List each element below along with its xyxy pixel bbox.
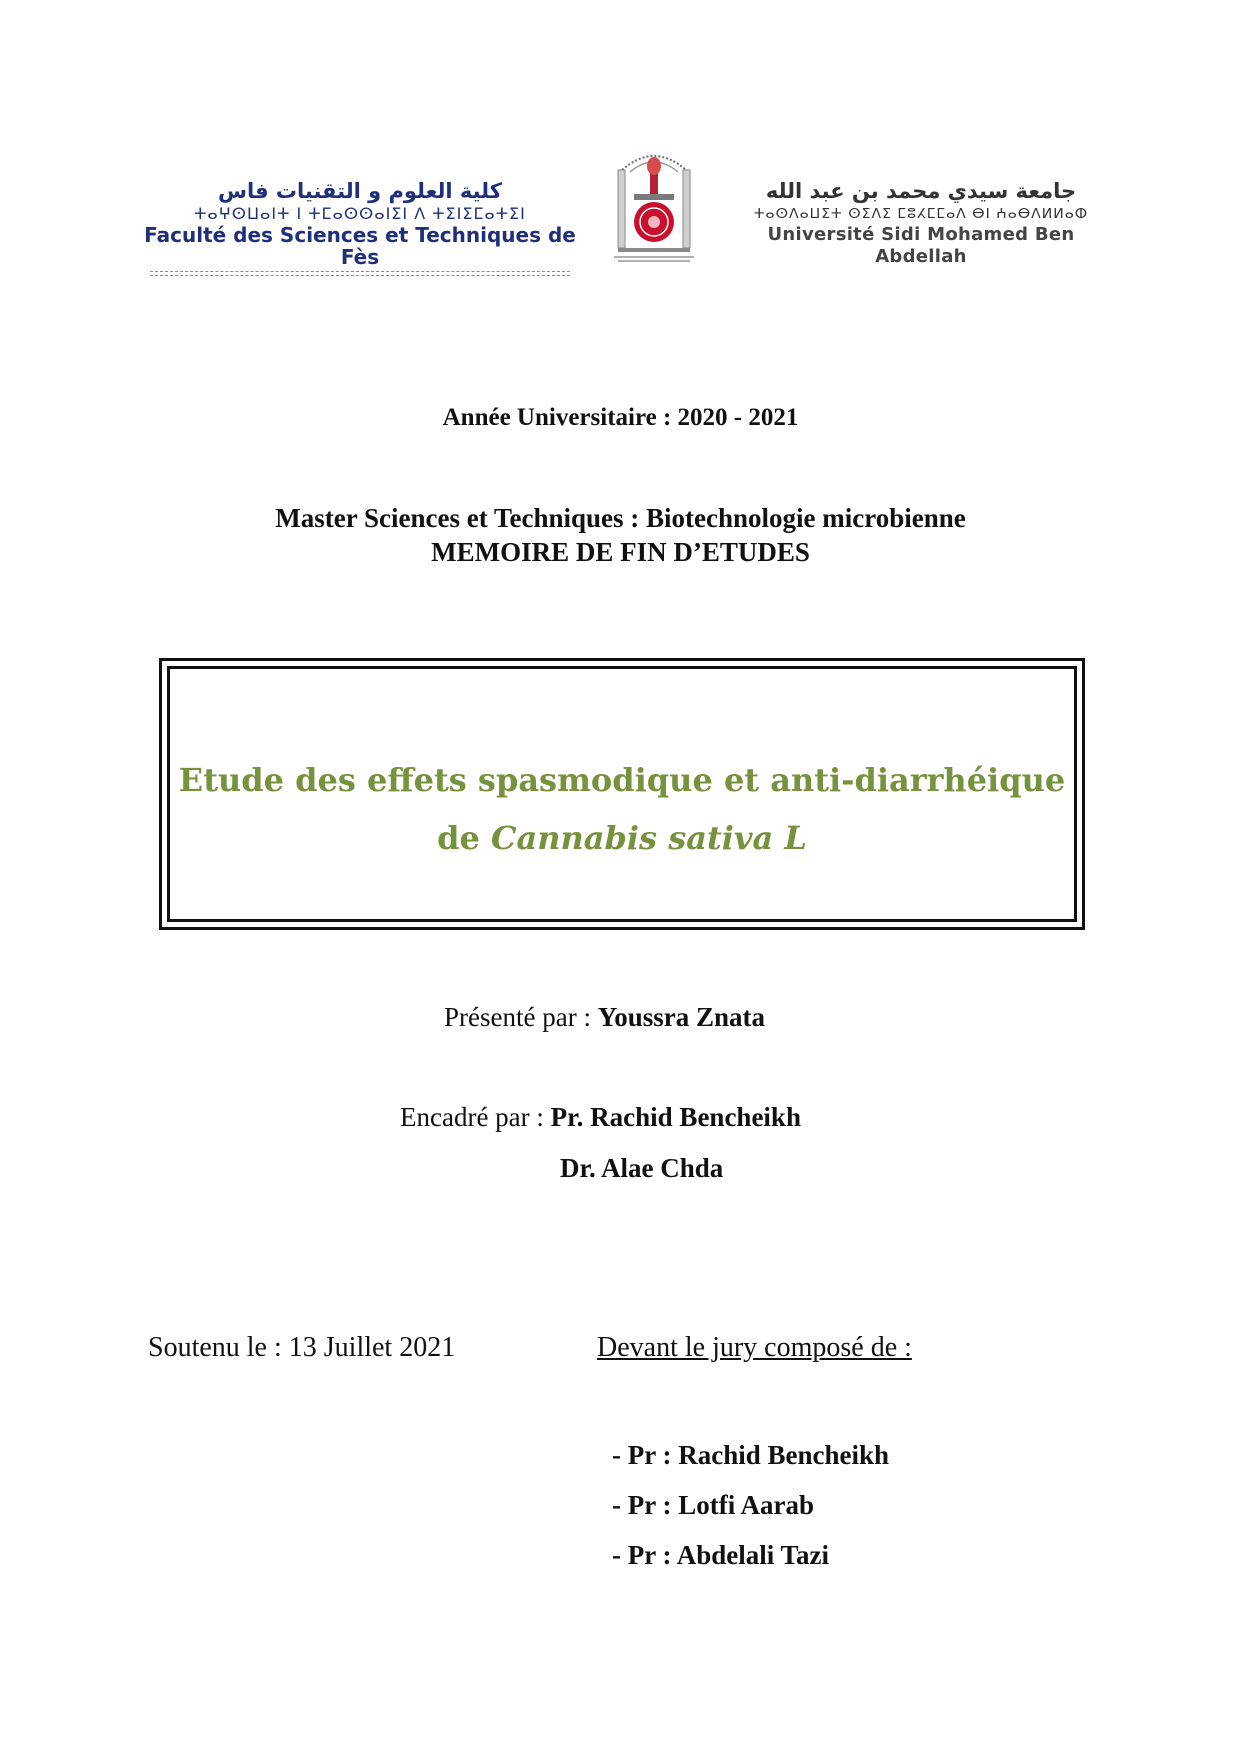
document-type: MEMOIRE DE FIN D’ETUDES [431,537,810,567]
presented-by-label: Présenté par : [444,1002,598,1032]
thesis-title-inner-border [167,666,1077,922]
thesis-title-line2 [170,809,1074,867]
thesis-title-prefix: de [437,819,492,857]
jury-member: - Pr : Rachid Bencheikh [612,1440,890,1470]
program-heading [0,501,1241,569]
author-name: Youssra Znata [597,1002,765,1032]
supervisor-1: Pr. Rachid Bencheikh [550,1102,801,1132]
usmba-tifinagh-name: ⵜⴰⵙⴷⴰⵡⵉⵜ ⵙⵉⴷⵉ ⵎⵓⵃⵎⵎⴰⴷ ⴱⵏ ⵄⴰⴱⴷⵍⵍⴰⵀ [753,206,1089,222]
fst-arabic-name: كلية العلوم و التقنيات فاس [218,179,502,203]
defense-date: Soutenu le : 13 Juillet 2021 [148,1332,456,1363]
thesis-title-box [159,658,1085,930]
thesis-title [170,751,1074,867]
usmba-french-name: Université Sidi Mohamed Ben Abdellah [767,224,1075,267]
usmba-arabic-name: جامعة سيدي محمد بن عبد الله [765,179,1077,203]
jury-member: - Pr : Lotfi Aarab [612,1490,814,1520]
jury-list [612,1430,889,1580]
thesis-title-species: Cannabis sativa L [491,819,807,857]
supervisor-2: Dr. Alae Chda [560,1153,724,1183]
usmba-logo [726,178,1116,267]
presented-by [444,1002,765,1033]
fst-decorative-rule [150,271,570,276]
program-name: Master Sciences et Techniques : Biotechnologie microbienne [275,503,966,533]
jury-heading: Devant le jury composé de : [597,1332,912,1363]
academic-year: Année Universitaire : 2020 - 2021 [442,404,799,431]
supervised-by [400,1102,801,1133]
supervised-by-label: Encadré par : [400,1102,551,1132]
fst-tifinagh-name: ⵜⴰⵖⵙⵡⴰⵏⵜ ⵏ ⵜⵎⴰⵙⵙⴰⵏⵉⵏ ⴷ ⵜⵉⵏⵉⵎⴰⵜⵉⵏ [194,204,526,223]
fst-logo [140,178,580,269]
university-emblem-icon [604,140,704,264]
jury-member: - Pr : Abdelali Tazi [612,1540,830,1570]
thesis-title-line1: Etude des effets spasmodique et anti-diarrhéique [178,761,1066,799]
fst-french-name: Faculté des Sciences et Techniques de Fès [144,223,576,269]
